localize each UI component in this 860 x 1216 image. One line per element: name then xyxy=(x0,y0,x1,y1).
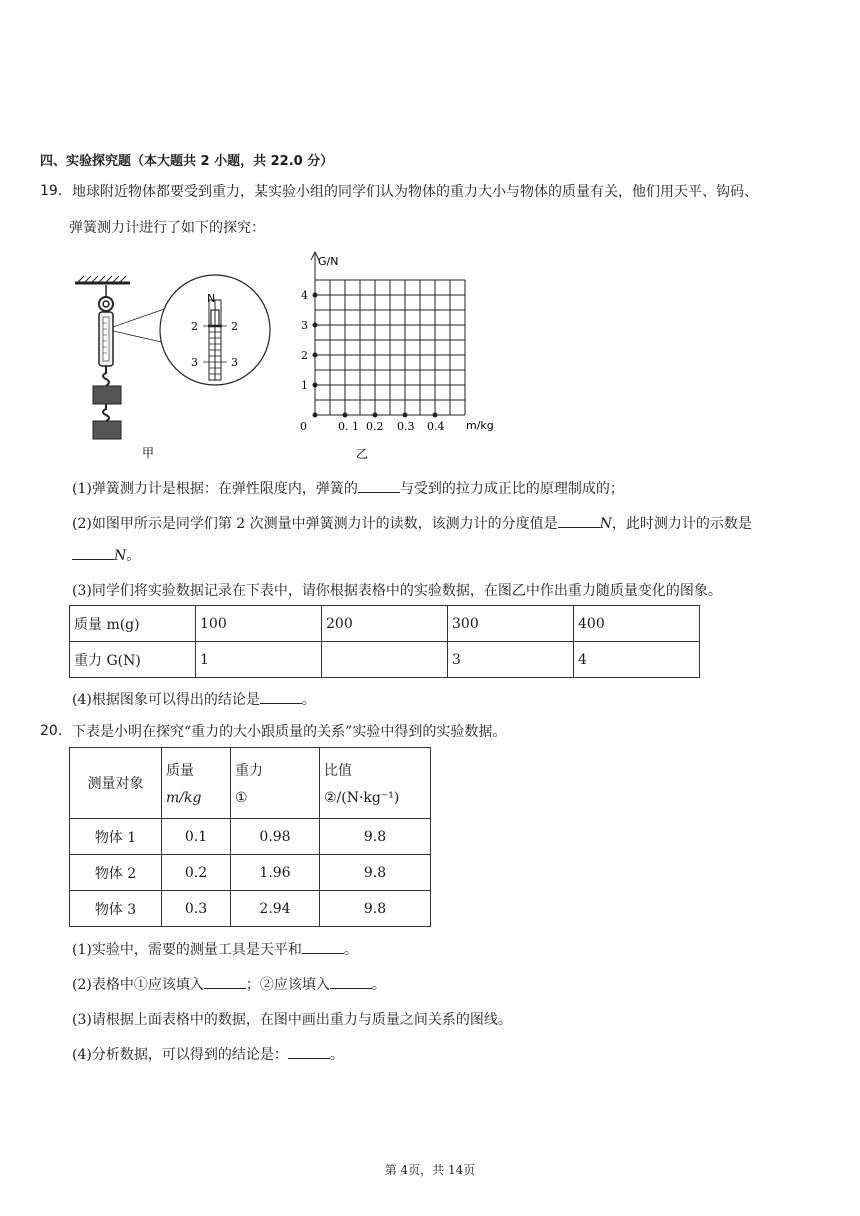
y-tick-2: 2 xyxy=(301,349,308,362)
x-tick-dot xyxy=(313,413,318,418)
x-tick-0.3: 0.3 xyxy=(397,420,415,433)
table-header-row xyxy=(70,748,431,819)
weight-2 xyxy=(93,421,121,439)
table-cell: 0.3 xyxy=(162,891,231,927)
figure-grid-chart xyxy=(290,248,510,463)
table-cell: 物体 2 xyxy=(70,855,162,891)
scale-right-3: 3 xyxy=(231,356,238,369)
scale-left-2: 2 xyxy=(191,320,198,333)
question-19-number: 19. xyxy=(40,183,63,199)
y-tick-dot xyxy=(313,323,318,328)
table-cell: 4 xyxy=(574,642,700,678)
table-cell xyxy=(322,642,448,678)
header-ratio: 比值 ②/(N·kg⁻¹) xyxy=(320,748,431,819)
section-title: 四、实验探究题（本大题共 2 小题，共 22.0 分） xyxy=(40,154,334,169)
weight-1 xyxy=(93,386,121,404)
table-cell: 重力 G(N) xyxy=(70,642,196,678)
answer-blank[interactable] xyxy=(72,545,114,560)
figure-jia-caption: 甲 xyxy=(142,446,155,460)
table-cell: 1.96 xyxy=(231,855,320,891)
answer-blank[interactable] xyxy=(302,939,344,954)
table-cell: 9.8 xyxy=(320,819,431,855)
q20-sub3: (3)请根据上面表格中的数据，在图中画出重力与质量之间关系的图线。 xyxy=(72,1012,512,1028)
table-cell: 0.1 xyxy=(162,819,231,855)
table-row xyxy=(70,891,431,927)
answer-blank[interactable] xyxy=(330,974,372,989)
x-tick-0.4: 0.4 xyxy=(427,420,445,433)
x-tick-0.1: 0. 1 xyxy=(338,420,359,433)
q20-sub2: (2)表格中①应该填入 ；②应该填入 。 xyxy=(72,974,386,994)
y-tick-1: 1 xyxy=(301,379,308,392)
q19-sub2-line1: (2)如图甲所示是同学们第 2 次测量中弹簧测力计的读数，该测力计的分度值是 N，此时测力计的示数是 xyxy=(72,513,752,533)
q19-sub1: (1)弹簧测力计是根据：在弹性限度内，弹簧的 与受到的拉力成正比的原理制成的； xyxy=(72,478,624,498)
answer-blank[interactable] xyxy=(358,478,400,493)
table-row xyxy=(70,819,431,855)
table-cell: 9.8 xyxy=(320,891,431,927)
figure-spring-scale xyxy=(70,255,280,465)
table-cell: 100 xyxy=(196,606,322,642)
question-20-stem: 下表是小明在探究“重力的大小跟质量的关系”实验中得到的实验数据。 xyxy=(72,724,507,740)
header-measure-object: 测量对象 xyxy=(70,748,162,819)
question-20-number: 20. xyxy=(40,723,63,739)
unit-label: N xyxy=(207,292,216,305)
ceiling-hatch xyxy=(78,276,126,282)
x-axis-label: m/kg xyxy=(466,419,494,432)
scale-right-2: 2 xyxy=(231,320,238,333)
table-cell: 物体 1 xyxy=(70,819,162,855)
grid xyxy=(311,252,465,415)
header-gravity: 重力 ① xyxy=(231,748,320,819)
y-axis-label: G/N xyxy=(318,255,339,268)
answer-blank[interactable] xyxy=(260,689,302,704)
table-cell: 质量 m(g) xyxy=(70,606,196,642)
table-cell: 0.2 xyxy=(162,855,231,891)
q20-sub4: (4)分析数据，可以得到的结论是： 。 xyxy=(72,1044,344,1064)
q20-sub1: (1)实验中，需要的测量工具是天平和 。 xyxy=(72,939,358,959)
answer-blank[interactable] xyxy=(204,974,246,989)
figure-yi-caption: 乙 xyxy=(356,447,369,461)
table-cell: 9.8 xyxy=(320,855,431,891)
answer-blank[interactable] xyxy=(288,1044,330,1059)
table-row xyxy=(70,606,700,642)
q19-sub2-line2: N。 xyxy=(72,545,140,565)
x-tick-dot xyxy=(373,413,378,418)
question-19-stem-line1: 地球附近物体都要受到重力，某实验小组的同学们认为物体的重力大小与物体的质量有关，他们用天平、钩码、 xyxy=(72,184,758,200)
y-tick-4: 4 xyxy=(301,289,308,302)
answer-blank[interactable] xyxy=(558,513,600,528)
table-cell: 物体 3 xyxy=(70,891,162,927)
scale-left-3: 3 xyxy=(191,356,198,369)
table-cell: 300 xyxy=(448,606,574,642)
table-cell: 200 xyxy=(322,606,448,642)
table-row xyxy=(70,855,431,891)
q19-data-table xyxy=(69,605,700,678)
y-tick-3: 3 xyxy=(301,319,308,332)
header-mass: 质量 m/kg xyxy=(162,748,231,819)
page-footer: 第 4页，共 14页 xyxy=(384,1163,476,1177)
origin-label: 0 xyxy=(300,420,307,433)
y-tick-dot xyxy=(313,353,318,358)
q19-sub4: (4)根据图象可以得出的结论是 。 xyxy=(72,689,316,709)
x-tick-dot xyxy=(403,413,408,418)
table-row xyxy=(70,642,700,678)
y-tick-dot xyxy=(313,383,318,388)
q19-sub3: (3)同学们将实验数据记录在下表中，请你根据表格中的实验数据，在图乙中作出重力随质量变化的图象。 xyxy=(72,583,722,599)
table-cell: 400 xyxy=(574,606,700,642)
table-cell: 2.94 xyxy=(231,891,320,927)
table-cell: 3 xyxy=(448,642,574,678)
question-19-stem-line2: 弹簧测力计进行了如下的探究： xyxy=(69,220,265,236)
x-tick-dot xyxy=(343,413,348,418)
q20-data-table xyxy=(69,747,431,927)
hanging-ring xyxy=(99,297,113,311)
x-tick-0.2: 0.2 xyxy=(366,420,384,433)
y-tick-dot xyxy=(313,293,318,298)
x-tick-dot xyxy=(433,413,438,418)
table-cell: 0.98 xyxy=(231,819,320,855)
table-cell: 1 xyxy=(196,642,322,678)
